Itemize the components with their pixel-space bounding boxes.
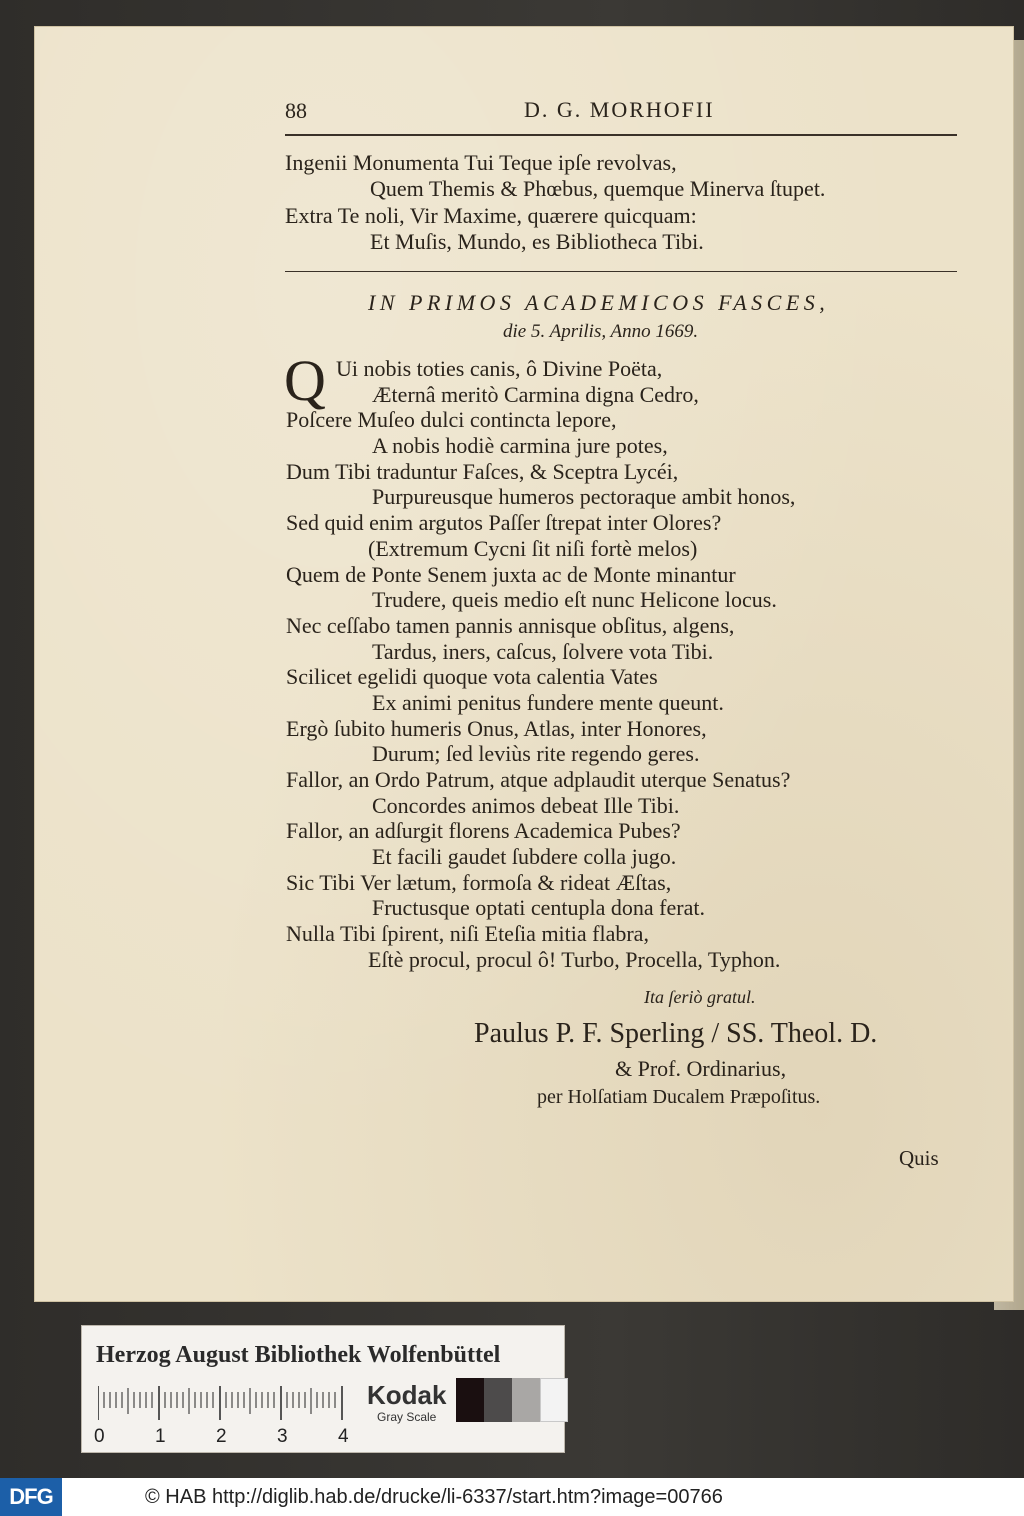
catchword: Quis — [899, 1146, 939, 1170]
library-name: Herzog August Bibliothek Wolfenbüttel — [96, 1342, 501, 1368]
scale-ruler — [98, 1386, 344, 1426]
poem-line: Et facili gaudet ſubdere colla jugo. — [372, 844, 677, 869]
verse-line: Extra Te noli, Vir Maxime, quærere quicquam: — [285, 203, 697, 228]
ruler-label: 0 — [94, 1426, 105, 1447]
ruler-ticks — [104, 1386, 342, 1420]
poem-line: Ex animi penitus fundere mente queunt. — [372, 690, 724, 715]
page-number: 88 — [285, 98, 307, 123]
poem-line: Sic Tibi Ver lætum, formoſa & rideat Æſtas, — [286, 870, 672, 895]
poem-line: Eſtè procul, procul ô! Turbo, Procella, Typhon. — [368, 947, 781, 972]
ruler-label: 2 — [216, 1426, 227, 1447]
reference-card — [81, 1325, 565, 1453]
poem-line: Durum; ſed leviùs rite regendo geres. — [372, 741, 700, 766]
running-head: D. G. MORHOFII — [524, 97, 715, 122]
verse-line: Quem Themis & Phœbus, quemque Minerva ſtupet. — [370, 176, 826, 201]
poem-line: Æternâ meritò Carmina digna Cedro, — [372, 382, 699, 407]
poem-line: Scilicet egelidi quoque vota calentia Vates — [286, 664, 658, 689]
dfg-logo: DFG — [0, 1478, 62, 1516]
signature-title: & Prof. Ordinarius, — [615, 1056, 787, 1081]
gray-swatch-white — [540, 1378, 568, 1422]
signature-office: per Holſatiam Ducalem Præpoſitus. — [537, 1086, 821, 1108]
ruler-label: 4 — [338, 1426, 349, 1447]
poem-line: Tardus, iners, caſcus, ſolvere vota Tibi. — [372, 639, 714, 664]
poem-line: Poſcere Muſeo dulci contincta lepore, — [286, 407, 617, 432]
gray-swatch-black — [456, 1378, 484, 1422]
poem-line: Nec ceſſabo tamen pannis annisque obſitus, algens, — [286, 613, 735, 638]
verse-line: Ingenii Monumenta Tui Teque ipſe revolvas, — [285, 150, 677, 175]
poem-line: Fallor, an Ordo Patrum, atque adplaudit uterque Senatus? — [286, 767, 791, 792]
poem-title: IN PRIMOS ACADEMICOS FASCES, — [368, 290, 830, 315]
gray-swatch-dark — [484, 1378, 512, 1422]
drop-cap: Q — [284, 348, 326, 413]
poem-line: Nulla Tibi ſpirent, niſi Eteſia mitia flabra, — [286, 921, 649, 946]
poem-line: A nobis hodiè carmina jure potes, — [372, 433, 668, 458]
poem-line: Concordes animos debeat Ille Tibi. — [372, 793, 680, 818]
kodak-logo: Kodak — [367, 1380, 447, 1410]
signature-name: Paulus P. F. Sperling / SS. Theol. D. — [474, 1018, 878, 1049]
poem-line: Ergò ſubito humeris Onus, Atlas, inter Honores, — [286, 716, 707, 741]
gray-swatch-light — [512, 1378, 540, 1422]
poem-line: Sed quid enim argutos Paſſer ſtrepat inter Olores? — [286, 510, 722, 535]
poem-line: (Extremum Cycni ſit niſi fortè melos) — [368, 536, 698, 561]
signoff: Ita ſeriò gratul. — [644, 987, 756, 1007]
poem-line: Dum Tibi traduntur Faſces, & Sceptra Lycéi, — [286, 459, 679, 484]
poem-line: Trudere, queis medio eſt nunc Helicone locus. — [372, 587, 777, 612]
gray-scale-label: Gray Scale — [377, 1410, 437, 1424]
header-rule — [285, 134, 957, 136]
poem-line: Fallor, an adſurgit florens Academica Pubes? — [286, 818, 681, 843]
poem-dateline: die 5. Aprilis, Anno 1669. — [503, 321, 699, 342]
footer-credit[interactable]: © HAB http://diglib.hab.de/drucke/li-6337/start.htm?image=00766 — [145, 1486, 723, 1508]
poem-line: Purpureusque humeros pectoraque ambit honos, — [372, 484, 796, 509]
ruler-label: 1 — [155, 1426, 166, 1447]
poem-line: Ui nobis toties canis, ô Divine Poëta, — [336, 356, 663, 381]
poem-line: Fructusque optati centupla dona ferat. — [372, 895, 705, 920]
poem-line: Quem de Ponte Senem juxta ac de Monte minantur — [286, 562, 736, 587]
verse-line: Et Muſis, Mundo, es Bibliotheca Tibi. — [370, 229, 704, 254]
ruler-label: 3 — [277, 1426, 288, 1447]
section-rule — [285, 271, 957, 272]
